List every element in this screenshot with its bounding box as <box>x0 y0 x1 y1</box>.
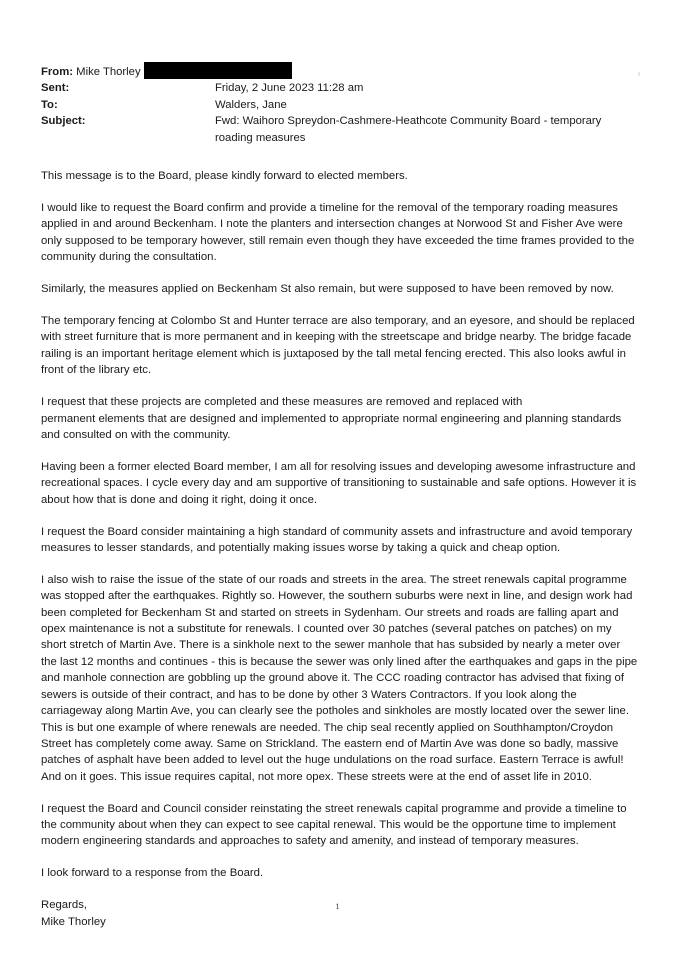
email-header <box>41 62 638 146</box>
redaction-bar <box>144 62 292 79</box>
from-label: From: <box>41 66 74 78</box>
sign-name: Mike Thorley <box>41 915 106 928</box>
email-body <box>41 168 638 930</box>
email-header-row-to <box>41 97 638 113</box>
paragraph-high-standard: I request the Board consider maintaining a high standard of community assets and infrastructure and avoid temporary measures to lesser standards, and potentially making issues worse by taking a quick and cheap option. <box>41 525 633 554</box>
subject-line-2: roading measures <box>215 131 306 144</box>
paragraph-request-projects <box>41 394 638 443</box>
paragraph-temporary-fencing: The temporary fencing at Colombo St and Hunter terrace are also temporary, and an eyesore, and should be replaced with street furniture that is more permanent and in keeping with the streetscape and bridge nearby. The bridge facade railing is an important heritage element which is juxtaposed by the tall metal fencing erected. This also looks awful in front of the library etc. <box>41 314 635 377</box>
request-projects-line-2: permanent elements that are designed and implemented to appropriate normal engineering and planning standards and consulted on with the community. <box>41 412 622 441</box>
email-header-row-sent <box>41 80 638 96</box>
paragraph-removal-timeline: I would like to request the Board confirm and provide a timeline for the removal of the temporary roading measures applied in and around Beckenham. I note the planters and intersection changes at Norwood St and Fisher Ave were only supposed to be temporary however, still remain even though they have exceeded the time frames provided to the community during the consultation. <box>41 201 635 264</box>
scan-artifact <box>638 72 640 76</box>
paragraph-intro: This message is to the Board, please kindly forward to elected members. <box>41 170 408 183</box>
from-line <box>41 62 638 80</box>
subject-value <box>215 113 638 146</box>
paragraph-closing: I look forward to a response from the Board. <box>41 867 264 880</box>
paragraph-reinstate-renewals: I request the Board and Council consider reinstating the street renewals capital programme and provide a timeline to the community about when they can expect to see capital renewal. This would be the opportune time to implement modern engineering standards and approaches to safety and amenity, and instead of temporary measures. <box>41 802 627 848</box>
sent-label: Sent: <box>41 82 70 95</box>
subject-label: Subject: <box>41 115 86 128</box>
request-projects-line-1: I request that these projects are completed and these measures are removed and replaced with <box>41 396 523 409</box>
email-header-row-subject <box>41 113 638 146</box>
page-number: 1 <box>335 901 340 911</box>
paragraph-former-board-member: Having been a former elected Board member, I am all for resolving issues and developing awesome infrastructure and recreational spaces. I cycle every day and am supportive of transitioning to sustainable and safe options. However it is about how that is done and doing it right, doing it once. <box>41 460 637 506</box>
from-value: Mike Thorley <box>76 66 141 78</box>
sent-value: Friday, 2 June 2023 11:28 am <box>215 82 364 95</box>
sign-off: Regards, <box>41 899 88 912</box>
to-label: To: <box>41 98 58 111</box>
subject-line-1: Fwd: Waihoro Spreydon-Cashmere-Heathcote Community Board - temporary <box>215 115 602 128</box>
email-header-row-from <box>41 62 638 80</box>
paragraph-beckenham-st: Similarly, the measures applied on Beckenham St also remain, but were supposed to have been removed by now. <box>41 283 614 296</box>
document-content <box>41 62 638 930</box>
to-value: Walders, Jane <box>215 98 287 111</box>
from-cell <box>41 62 638 80</box>
paragraph-roads-and-streets: I also wish to raise the issue of the state of our roads and streets in the area. The street renewals capital programme was stopped after the earthquakes. Rightly so. However, the southern suburbs were next in line, and design work had been completed for Beckenham St and started on streets in Sydenham. Our streets and roads are falling apart and opex maintenance is not a substitute for renewals. I counted over 30 patches (several patches on patches) on my short stretch of Martin Ave. There is a sinkhole next to the sewer manhole that has subsided by nearly a meter over the last 12 months and continues - this is because the sewer was only lined after the earthquakes and gaps in the pipe and manhole connection are gobbling up the ground above it. The CCC roading contractor has advised that fixing of sewers is outside of their contract, and has to be done by other 3 Waters Contractors. If you look along the carriageway along Martin Ave, you can clearly see the potholes and sinkholes are mostly located over the sewer line. This is but one example of where renewals are needed. The chip seal recently applied on Southhampton/Croydon Street has completely come away. Same on Strickland. The eastern end of Martin Ave was done so badly, massive patches of asphalt have been added to level out the huge undulations on the road surface. Eastern Terrace is awful! And on it goes. This issue requires capital, not more opex. These streets were at the end of asset life in 2010. <box>41 573 638 783</box>
